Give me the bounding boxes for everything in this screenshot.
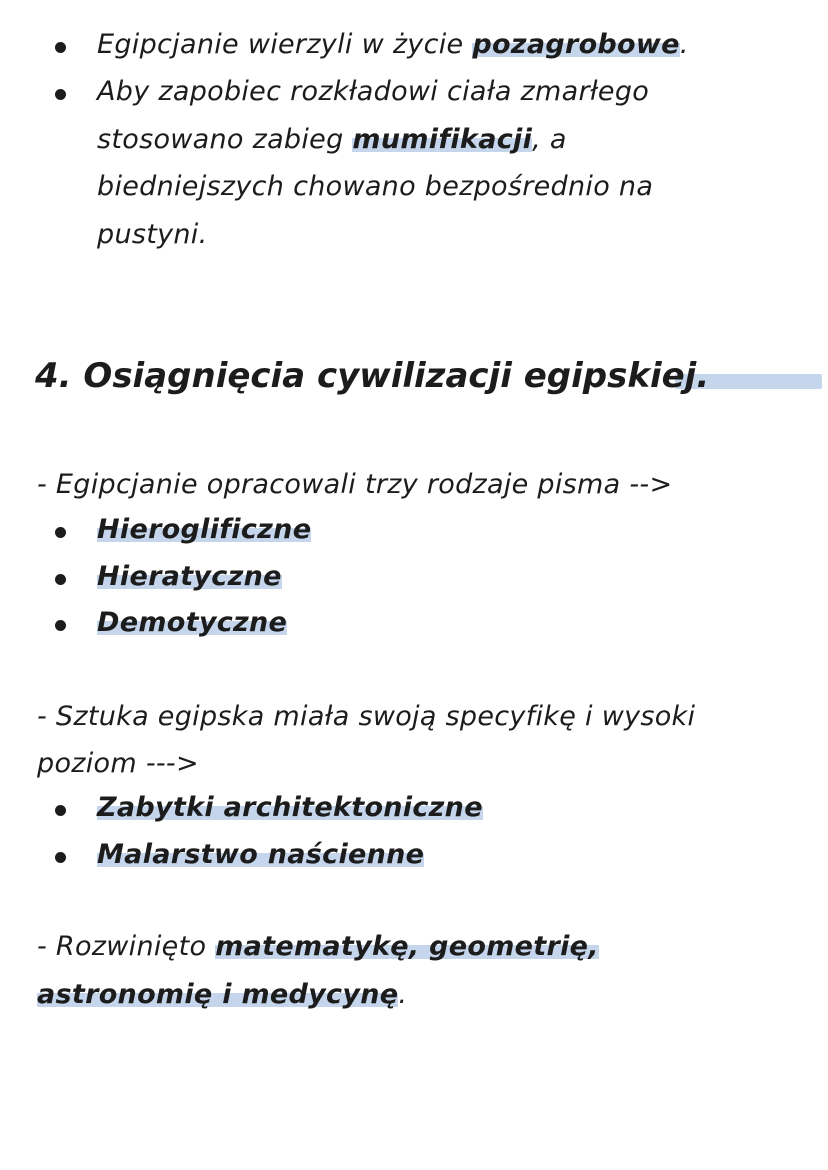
bullet-dot [55, 574, 66, 585]
bullet-dot [55, 852, 66, 863]
list-item: Demotyczne [97, 607, 288, 638]
highlighted-term: matematykę, geometrię, [215, 931, 599, 962]
note-line: Aby zapobiec rozkładowi ciała zmarłego [97, 76, 650, 107]
note-line: Egipcjanie wierzyli w życie pozagrobowe. [97, 29, 689, 60]
bullet-dot [55, 805, 66, 816]
note-line: - Rozwinięto matematykę, geometrię, [37, 931, 599, 962]
highlighted-term: mumifikacji [352, 124, 533, 155]
note-line: pustyni. [97, 219, 208, 250]
list-item: Zabytki architektoniczne [97, 792, 483, 823]
note-line: poziom ---> [37, 748, 199, 779]
section-heading: 4. Osiągnięcia cywilizacji egipskiej. [35, 356, 710, 396]
bullet-dot [55, 527, 66, 538]
highlighted-term: pozagrobowe [472, 29, 680, 60]
highlighted-term: astronomię i medycynę [37, 979, 399, 1010]
note-line: stosowano zabieg mumifikacji, a [97, 124, 567, 155]
note-line: astronomię i medycynę. [37, 979, 408, 1010]
bullet-dot [55, 42, 66, 53]
note-line: biedniejszych chowano bezpośrednio na [97, 171, 654, 202]
list-item: Malarstwo naścienne [97, 839, 425, 870]
note-line: - Sztuka egipska miała swoją specyfikę i wysoki [37, 701, 696, 732]
list-item: Hieroglificzne [97, 514, 312, 545]
bullet-dot [55, 620, 66, 631]
note-line: - Egipcjanie opracowali trzy rodzaje pisma --> [37, 469, 673, 500]
list-item: Hieratyczne [97, 561, 282, 592]
bullet-dot [55, 89, 66, 100]
